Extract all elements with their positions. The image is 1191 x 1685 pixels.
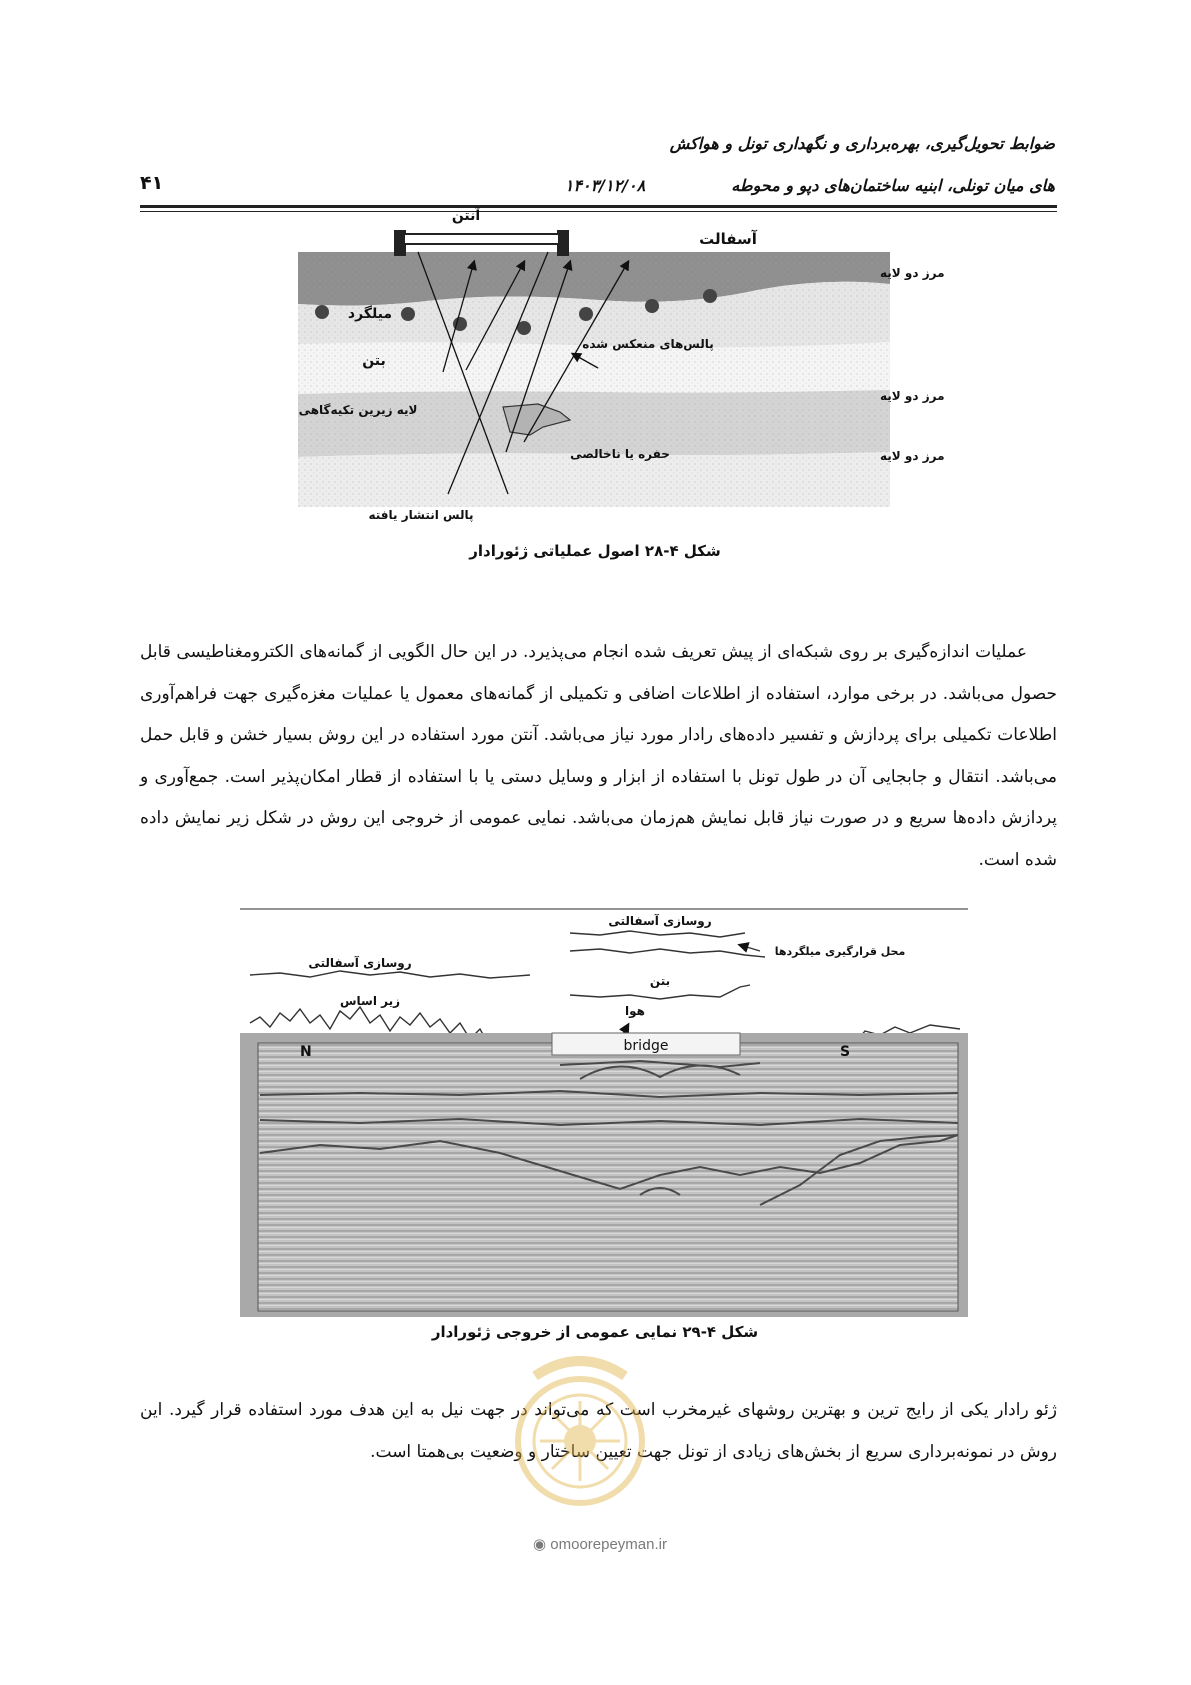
label-rebar: میلگرد (347, 306, 393, 322)
label-cavity: حفره یا ناخالصی (570, 447, 670, 461)
label-rebar-position: محل قرارگیری میلگردها (774, 945, 906, 958)
label-concrete-top: بتن (649, 974, 671, 988)
paragraph-1: عملیات اندازه‌گیری بر روی شبکه‌ای از پیش تعریف شده انجام می‌پذیرد. در این حال الگویی از گمانه‌های الکترومغناطیسی قابل حصول می‌باشد. در برخی موارد، استفاده از اطلاعات اضافی و تکمیلی از گمانه‌های معمول یا عملیات مغزه‌گیری جهت فراهم‌آوری اطلاعات تکمیلی برای پردازش و تفسیر داده‌های رادار مورد نیاز می‌باشد. آنتن مورد استفاده در این روش بسیار خشن و قابل حمل می‌باشد. انتقال و جابجایی آن در طول تونل با استفاده از ابزار و وسایل دستی یا با استفاده از قطار امکان‌پذیر است. جمع‌آوری و پردازش داده‌ها سریع و در صورت نیاز قابل نمایش هم‌زمان می‌باشد. نمایی عمومی از خروجی این روش در شکل زیر نمایش داده شده است. (140, 642, 1057, 870)
label-air: هوا (625, 1004, 645, 1018)
watermark-icon: ◉ (533, 1536, 551, 1553)
figure1-caption: شکل ۴-۲۸ اصول عملیاتی ژئورادار (469, 542, 721, 560)
label-subbase: زیر اساس (339, 994, 401, 1008)
label-transmitted-pulse: پالس انتشار یافته (368, 508, 474, 522)
watermark-url: ◉ omoorepeyman.ir (533, 1536, 667, 1553)
label-boundary-3: مرز دو لایه (880, 449, 945, 463)
paragraph-2: ژئو رادار یکی از رایج ترین و بهترین روشهای غیرمخرب است که می‌تواند در جهت نیل به این هدف مورد استفاده قرار گیرد. این روش در نمونه‌برداری سریع از بخش‌های زیادی از تونل جهت تعیین ساختار و وضعیت بی‌همتا است. (140, 1400, 1057, 1462)
label-north: N (300, 1044, 312, 1060)
header-title-line1: ضوابط تحویل‌گیری، بهره‌برداری و نگهداری تونل و هواکش (669, 134, 1055, 153)
figure-gpr-output (240, 905, 968, 1317)
figure2-caption: شکل ۴-۲۹ نمایی عمومی از خروجی ژئورادار (431, 1323, 759, 1341)
header-rule-thin (140, 211, 1057, 212)
header-rule-thick (140, 205, 1057, 208)
header-title-line2: های میان تونلی، ابنیه ساختمان‌های دپو و محوطه (731, 176, 1055, 195)
label-reflected-pulses: پالس‌های منعکس شده (582, 337, 714, 351)
page-number: ۴۱ (140, 172, 164, 194)
label-boundary-2: مرز دو لایه (880, 389, 945, 403)
label-asphalt: آسفالت (699, 230, 757, 248)
label-south: S (840, 1044, 851, 1060)
label-bridge: bridge (623, 1038, 669, 1054)
header-date: ۱۴۰۳/۱۲/۰۸ (564, 176, 646, 195)
label-asphalt-surface-right: روسازی آسفالتی (608, 914, 712, 928)
label-sublayer: لایه زیرین تکیه‌گاهی (298, 403, 418, 417)
figure-gpr-principle (298, 208, 945, 532)
label-antenna: آنتن (451, 208, 481, 224)
label-asphalt-surface-left: روسازی آسفالتی (308, 956, 412, 970)
label-boundary-1: مرز دو لایه (880, 266, 945, 280)
label-concrete: بتن (362, 353, 386, 369)
watermark-logo (505, 1346, 655, 1526)
